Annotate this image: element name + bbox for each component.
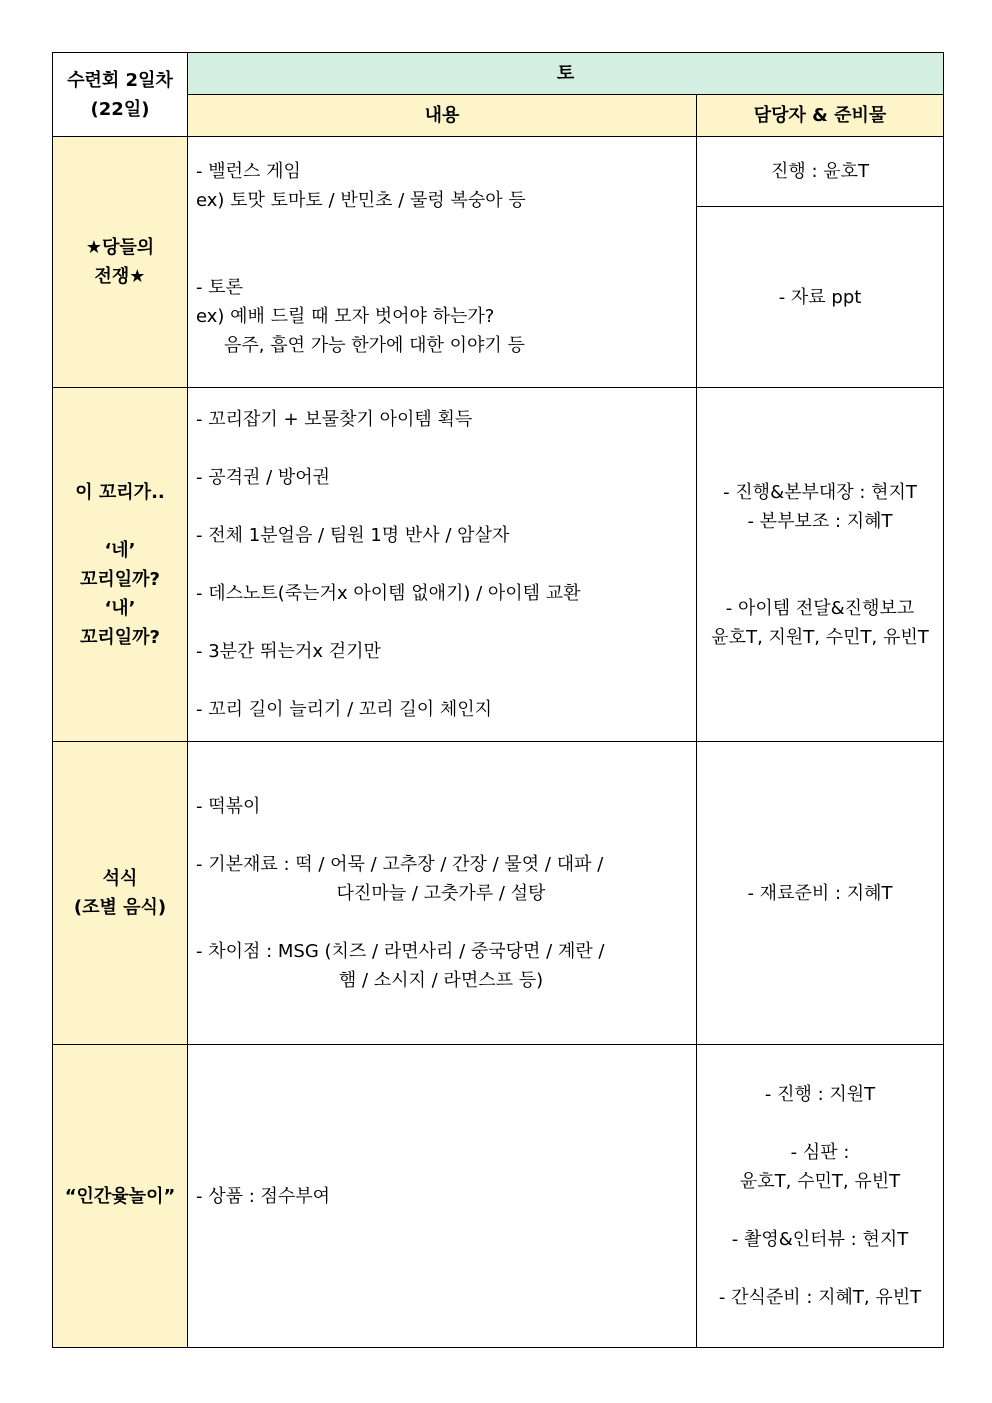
content-line: ex) 토맛 토마토 / 반민초 / 물렁 복숭아 등 — [196, 190, 526, 211]
schedule-sheet — [52, 52, 943, 1348]
schedule-table — [52, 52, 944, 1348]
staff-column-header: 담당자 & 준비물 — [697, 95, 944, 137]
activity-label-3 — [53, 742, 188, 1045]
staff-line: - 재료준비 : 지혜T — [747, 882, 893, 904]
activity-content-4 — [188, 1045, 697, 1348]
content-line: - 공격권 / 방어권 — [196, 467, 331, 488]
label-line: ‘내’ — [104, 597, 136, 619]
activity-content-1 — [188, 137, 697, 388]
content-line: - 떡볶이 — [196, 795, 261, 817]
label-line: 이 꼬리가.. — [75, 481, 165, 503]
content-line: - 토론 — [196, 277, 243, 298]
content-line: 햄 / 소시지 / 라면스프 등) — [338, 969, 544, 991]
label-line: 꼬리일까? — [80, 568, 160, 590]
content-line: - 밸런스 게임 — [196, 161, 301, 182]
content-line: - 기본재료 : 떡 / 어묵 / 고추장 / 간장 / 물엿 / 대파 / — [196, 853, 604, 875]
label-line: (조별 음식) — [73, 897, 167, 918]
activity-label-4 — [53, 1045, 188, 1348]
day-title: 수련회 2일차 — [67, 69, 173, 91]
label-line: ‘네’ — [104, 539, 136, 561]
label-line: 꼬리일까? — [80, 626, 160, 648]
label-line: 전쟁★ — [94, 266, 146, 287]
staff-line: - 촬영&인터뷰 : 현지T — [731, 1229, 909, 1250]
staff-cell-2 — [697, 388, 944, 742]
staff-cell-3 — [697, 742, 944, 1045]
activity-content-2 — [188, 388, 697, 742]
activity-label-2 — [53, 388, 188, 742]
staff-line: 윤호T, 수민T, 유빈T — [739, 1171, 901, 1192]
label-line: “인간윷놀이” — [64, 1185, 176, 1207]
content-line: 음주, 흡연 가능 한가에 대한 이야기 등 — [224, 335, 525, 356]
staff-cell-1-top: 진행 : 윤호T — [697, 137, 944, 207]
weekday-header: 토 — [188, 53, 944, 95]
content-line: 다진마늘 / 고춧가루 / 설탕 — [336, 882, 546, 904]
staff-line: - 간식준비 : 지혜T, 유빈T — [718, 1287, 922, 1308]
staff-cell-4 — [697, 1045, 944, 1348]
staff-line: - 심판 : — [790, 1142, 850, 1163]
day-title-cell — [53, 53, 188, 137]
content-line: - 전체 1분얼음 / 팀원 1명 반사 / 암살자 — [196, 525, 510, 546]
staff-line: - 본부보조 : 지혜T — [747, 510, 893, 532]
content-column-header: 내용 — [188, 95, 697, 137]
staff-line: 윤호T, 지원T, 수민T, 유빈T — [711, 626, 929, 648]
label-line: 석식 — [102, 868, 138, 889]
staff-cell-1-bottom: - 자료 ppt — [697, 207, 944, 388]
content-line: - 데스노트(죽는거x 아이템 없애기) / 아이템 교환 — [196, 583, 581, 604]
content-line: - 차이점 : MSG (치즈 / 라면사리 / 중국당면 / 계란 / — [196, 940, 605, 962]
content-line: ex) 예배 드릴 때 모자 벗어야 하는가? — [196, 306, 495, 327]
label-line — [53, 507, 187, 536]
staff-line: - 진행&본부대장 : 현지T — [723, 481, 917, 503]
staff-line: - 아이템 전달&진행보고 — [725, 597, 915, 619]
date-label: (22일) — [90, 98, 150, 120]
activity-label-1 — [53, 137, 188, 388]
content-line: - 상품 : 점수부여 — [196, 1185, 331, 1207]
label-line: ★당들의 — [85, 237, 155, 258]
content-line: - 꼬리잡기 + 보물찾기 아이템 획득 — [196, 409, 473, 430]
staff-line: - 진행 : 지원T — [764, 1084, 876, 1105]
content-line: - 꼬리 길이 늘리기 / 꼬리 길이 체인지 — [196, 699, 493, 720]
content-line: - 3분간 뛰는거x 걷기만 — [196, 641, 381, 662]
activity-content-3 — [188, 742, 697, 1045]
